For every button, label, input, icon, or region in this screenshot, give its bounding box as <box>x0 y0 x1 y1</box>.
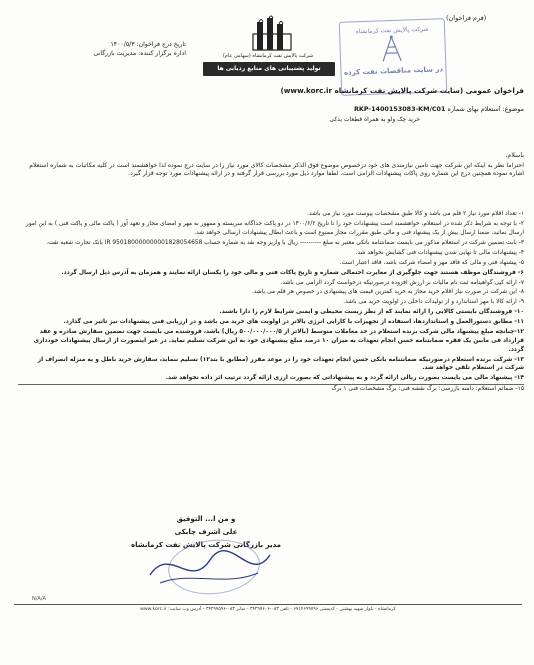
product-banner: تولید پشتیبانی های منابع ردیابی ها <box>203 62 335 76</box>
intro-paragraph: احتراما نظر به اینکه این شرکت جهت تامین نیازمندی های خود درخصوص موضوع فوق الذکر مشخصات کالای مورد نیاز را در سایت درج نموده لذا خواهشمند است در کلیه مکاتبات به شماره استعلام اشاره نموده همچنین درج این شماره روی پاکات پیشنهادات الزامی است. لطفا موارد ذیل مورد بررسی قرار گرفته و در ارائه پیشنهادات مورد توجه قرار گیرد. <box>29 162 524 178</box>
salutation: باسلام، <box>505 152 524 159</box>
terms-list <box>18 210 524 395</box>
term-item-9: ۹- ارائه کالا با مهر استاندارد و از تولیدات داخلی در اولویت خرید می باشد. <box>343 299 524 306</box>
document-code: N/A/A <box>32 596 46 602</box>
signatory-title: مدیر بازرگانی شرکت پالایش نفت کرمانشاه <box>131 541 281 549</box>
handwritten-signature-icon <box>130 535 290 595</box>
stamp-top-text: شرکت پالایش نفت کرمانشاه <box>355 25 429 36</box>
term-item-13: ۱۳- شرکت برنده استعلام درصورتیکه ضمانتنامه بانکی حسن انجام تعهدات خود را در موعد مقرر (مطابق با بند۱۲) تسلیم ننماید، سفارش خرید باطل و به منزله انصراف از شرکت در استعلام تلقی خواهد شد. <box>37 356 524 372</box>
term-item-6: ۶- فروشندگان موظف هستند جهت جلوگیری از مغایرت احتمالی شماره و تاریخ پاکات فنی و مالی خود را یکسان ارائه نمایند و همزمان به آدرس ذیل ارسال گردد. <box>61 269 524 276</box>
signatory-name: علی اشرف چابکی <box>174 528 238 536</box>
date-block <box>36 40 186 58</box>
organizing-department: اداره برگزار کننده: مدیریت بازرگانی <box>93 50 186 57</box>
refinery-logo-icon <box>247 14 297 52</box>
posting-date: تاریخ درج فراخوان: ۱۴۰۰/۵/۳ <box>110 41 186 48</box>
company-caption: شرکت پالایش نفت کرمانشاه (سهامی عام) <box>222 53 314 59</box>
form-label: (فرم فراخوان) <box>446 14 487 22</box>
term-item-11: ۱۱- مطابق دستورالعمل و استانداردها، استفاده از تجهیزات با کارایی انرژی بالاتر در اولویت های خرید می باشد و در ارزیابی فنی پیشنهادات نیز تاثیر می گذارد. <box>63 319 524 326</box>
company-logo <box>247 14 297 52</box>
stamp-bottom-text: در سایت مناقصات نفت کرده <box>343 65 444 77</box>
term-item-10: ۱۰- فروشندگان بایستی کالایی را ارائه نمایند که از نظر زیست محیطی و ایمنی شرایط لازم را دارا باشند. <box>219 309 524 316</box>
closing-phrase: و من ا... التوفیق <box>176 515 236 523</box>
call-title: فراخوان عمومی (سایت شرکت پالایش نفت کرمانشاه www.korc.ir) <box>280 86 524 95</box>
term-item-7: ۷- ارائه کپی گواهینامه ثبت نام مالیات بر ارزش افزوده درصورتیکه درخواست گردد الزامی می باشد. <box>280 279 524 286</box>
term-item-5: ۵- پیشنهاد فنی و مالی که فاقد مهر و امضاء شرکت باشد، فاقد اعتبار است. <box>339 259 524 266</box>
term-item-14: ۱۴- پیشنهاد مالی می بایست بصورت ریالی ارائه گردد و به پیشنهاداتی که بصورت ارزی ارائه گردد ترتیب اثر داده نخواهد شد. <box>165 375 524 382</box>
term-item-3: ۳- بابت تضمین شرکت در استعلام مذکور می بایست ضمانتنامه بانکی معتبر به مبلغ ---------- ریال یا واریز وجه نقد به شماره حساب IR 950180000000001828054658 بانک تجارت شعبه نفت. <box>46 239 524 246</box>
subject-description: خرید چک ولو به همراه قطعات یدکی <box>329 116 420 123</box>
received-stamp <box>339 18 448 96</box>
term-item-12: ۱۲-چنانچه مبلغ پیشنهاد مالی شرکت برنده استعلام در حد معاملات متوسط (بالاتر از ۵۰۰/۰۰۰/۰۰۰/۵ ریال) باشد، فروشنده می بایست جهت تضمین سفارش صادره و عقد قرارداد فی مابین یک فقره ضمانتنامه حسن انجام تعهدات به میزان ۱۰ درصد مبلغ پیشنهادی خود به این شرکت تسلیم نماید. در غیر اینصورت از ارسال پیشنهادات خودداری گردد. <box>33 329 524 353</box>
subject-prefix: موضوع: استعلام بهای شماره <box>447 105 524 113</box>
term-item-15: ۱۵- ضمائم استعلام: دامنه بازرسی: برگ نقشه فنی: برگ مشخصات فنی ۱ برگ <box>331 386 524 393</box>
term-item-1: ۱- تعداد اقلام مورد نیاز ۲ قلم می باشد و کالا طبق مشخصات پیوست مورد نیاز می باشد. <box>307 211 524 217</box>
term-item-8: ۸- این شرکت در صورت نیاز اقلام خرید مجاز به خرید کمترین قیمت های پیشنهادی در خصوص هر قلم می باشد. <box>251 289 524 296</box>
footer-address: کرمانشاه - بلوار شهید بهشتی - کدپستی ۶۷۱۴۶۹۹۷۹۶ - تلفن ۰۸۳-۳۴۲۹۷۶۰۶ - نمابر ۰۸۳-۳۴۲۹۷۵۹۶ - آدرس وب سایت: www.korc.ir <box>140 607 396 612</box>
term-item-4: ۴- پیشنهادات مالی تا نهایی شدن پیشنهادات فنی گشایش نخواهد شد. <box>355 249 524 256</box>
oil-derrick-icon <box>376 35 407 64</box>
term-item-2: ۲- با توجه به شرایط ذکر شده در استعلام، خواهشمند است پیشنهادات خود را تا تاریخ ۱۴۰۰/۶/۲ در دو پاکت جداگانه سربسته و ممهور به مهر و امضای مجاز و تعهد آور ( پاکت مالی و پاکت فنی ) به این امور ارسال نمائید. ضمنا ارسال بیش از یک پیشنهاد فنی و مالی طبق مقررات مجاز ممنوع است و باعث ابطال پیشنهادات ارسالی خواهد شد. <box>25 220 524 236</box>
footer-divider <box>14 604 522 605</box>
subject-line <box>120 105 524 113</box>
subject-code: RKP-1400153083-KM/C01 <box>353 105 446 113</box>
